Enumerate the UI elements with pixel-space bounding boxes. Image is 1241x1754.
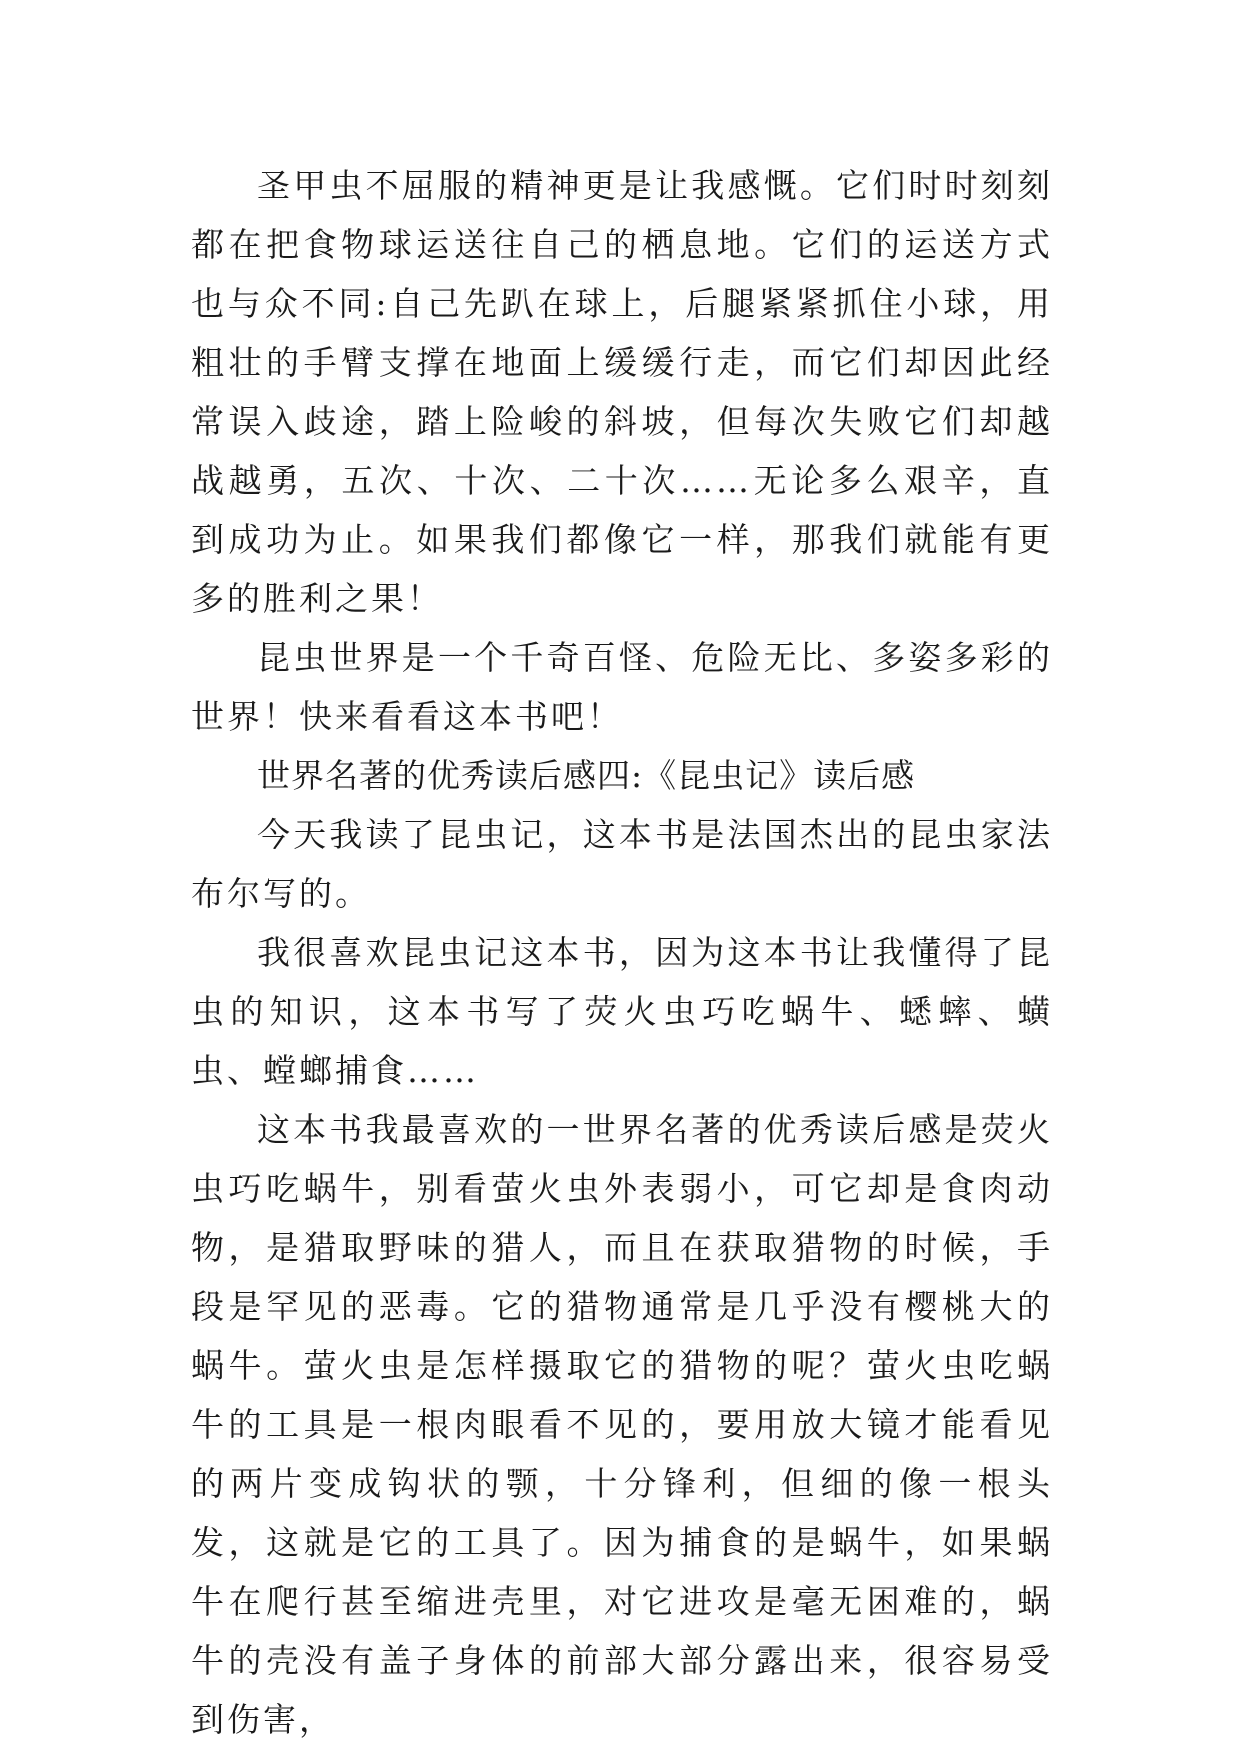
document-body xyxy=(191,156,1053,1749)
paragraph-firefly-snail: 这本书我最喜欢的一世界名著的优秀读后感是荧火虫巧吃蜗牛，别看萤火虫外表弱小，可它却是食肉动物，是猎取野味的猎人，而且在获取猎物的时候，手段是罕见的恶毒。它的猎物通常是几乎没有樱桃大的蜗牛。萤火虫是怎样摄取它的猎物的呢？萤火虫吃蜗牛的工具是一根肉眼看不见的，要用放大镜才能看见的两片变成钩状的颚，十分锋利，但细的像一根头发，这就是它的工具了。因为捕食的是蜗牛，如果蜗牛在爬行甚至缩进壳里，对它进攻是毫无困难的，蜗牛的壳没有盖子身体的前部大部分露出来，很容易受到伤害， xyxy=(191,1110,1053,1739)
paragraph-insect-world: 昆虫世界是一个千奇百怪、危险无比、多姿多彩的世界！快来看看这本书吧！ xyxy=(191,638,1053,736)
paragraph-today-read: 今天我读了昆虫记，这本书是法国杰出的昆虫家法布尔写的。 xyxy=(191,815,1053,913)
section-heading: 世界名著的优秀读后感四:《昆虫记》读后感 xyxy=(257,756,916,795)
paragraph-like-book: 我很喜欢昆虫记这本书，因为这本书让我懂得了昆虫的知识，这本书写了荧火虫巧吃蜗牛、蟋蟀、蟥虫、螳螂捕食…… xyxy=(191,933,1053,1090)
paragraph-dung-beetle-spirit: 圣甲虫不屈服的精神更是让我感慨。它们时时刻刻都在把食物球运送往自己的栖息地。它们的运送方式也与众不同:自己先趴在球上，后腿紧紧抓住小球，用粗壮的手臂支撑在地面上缓缓行走，而它们却因此经常误入歧途，踏上险峻的斜坡，但每次失败它们却越战越勇，五次、十次、二十次……无论多么艰辛，直到成功为止。如果我们都像它一样，那我们就能有更多的胜利之果！ xyxy=(191,166,1053,618)
